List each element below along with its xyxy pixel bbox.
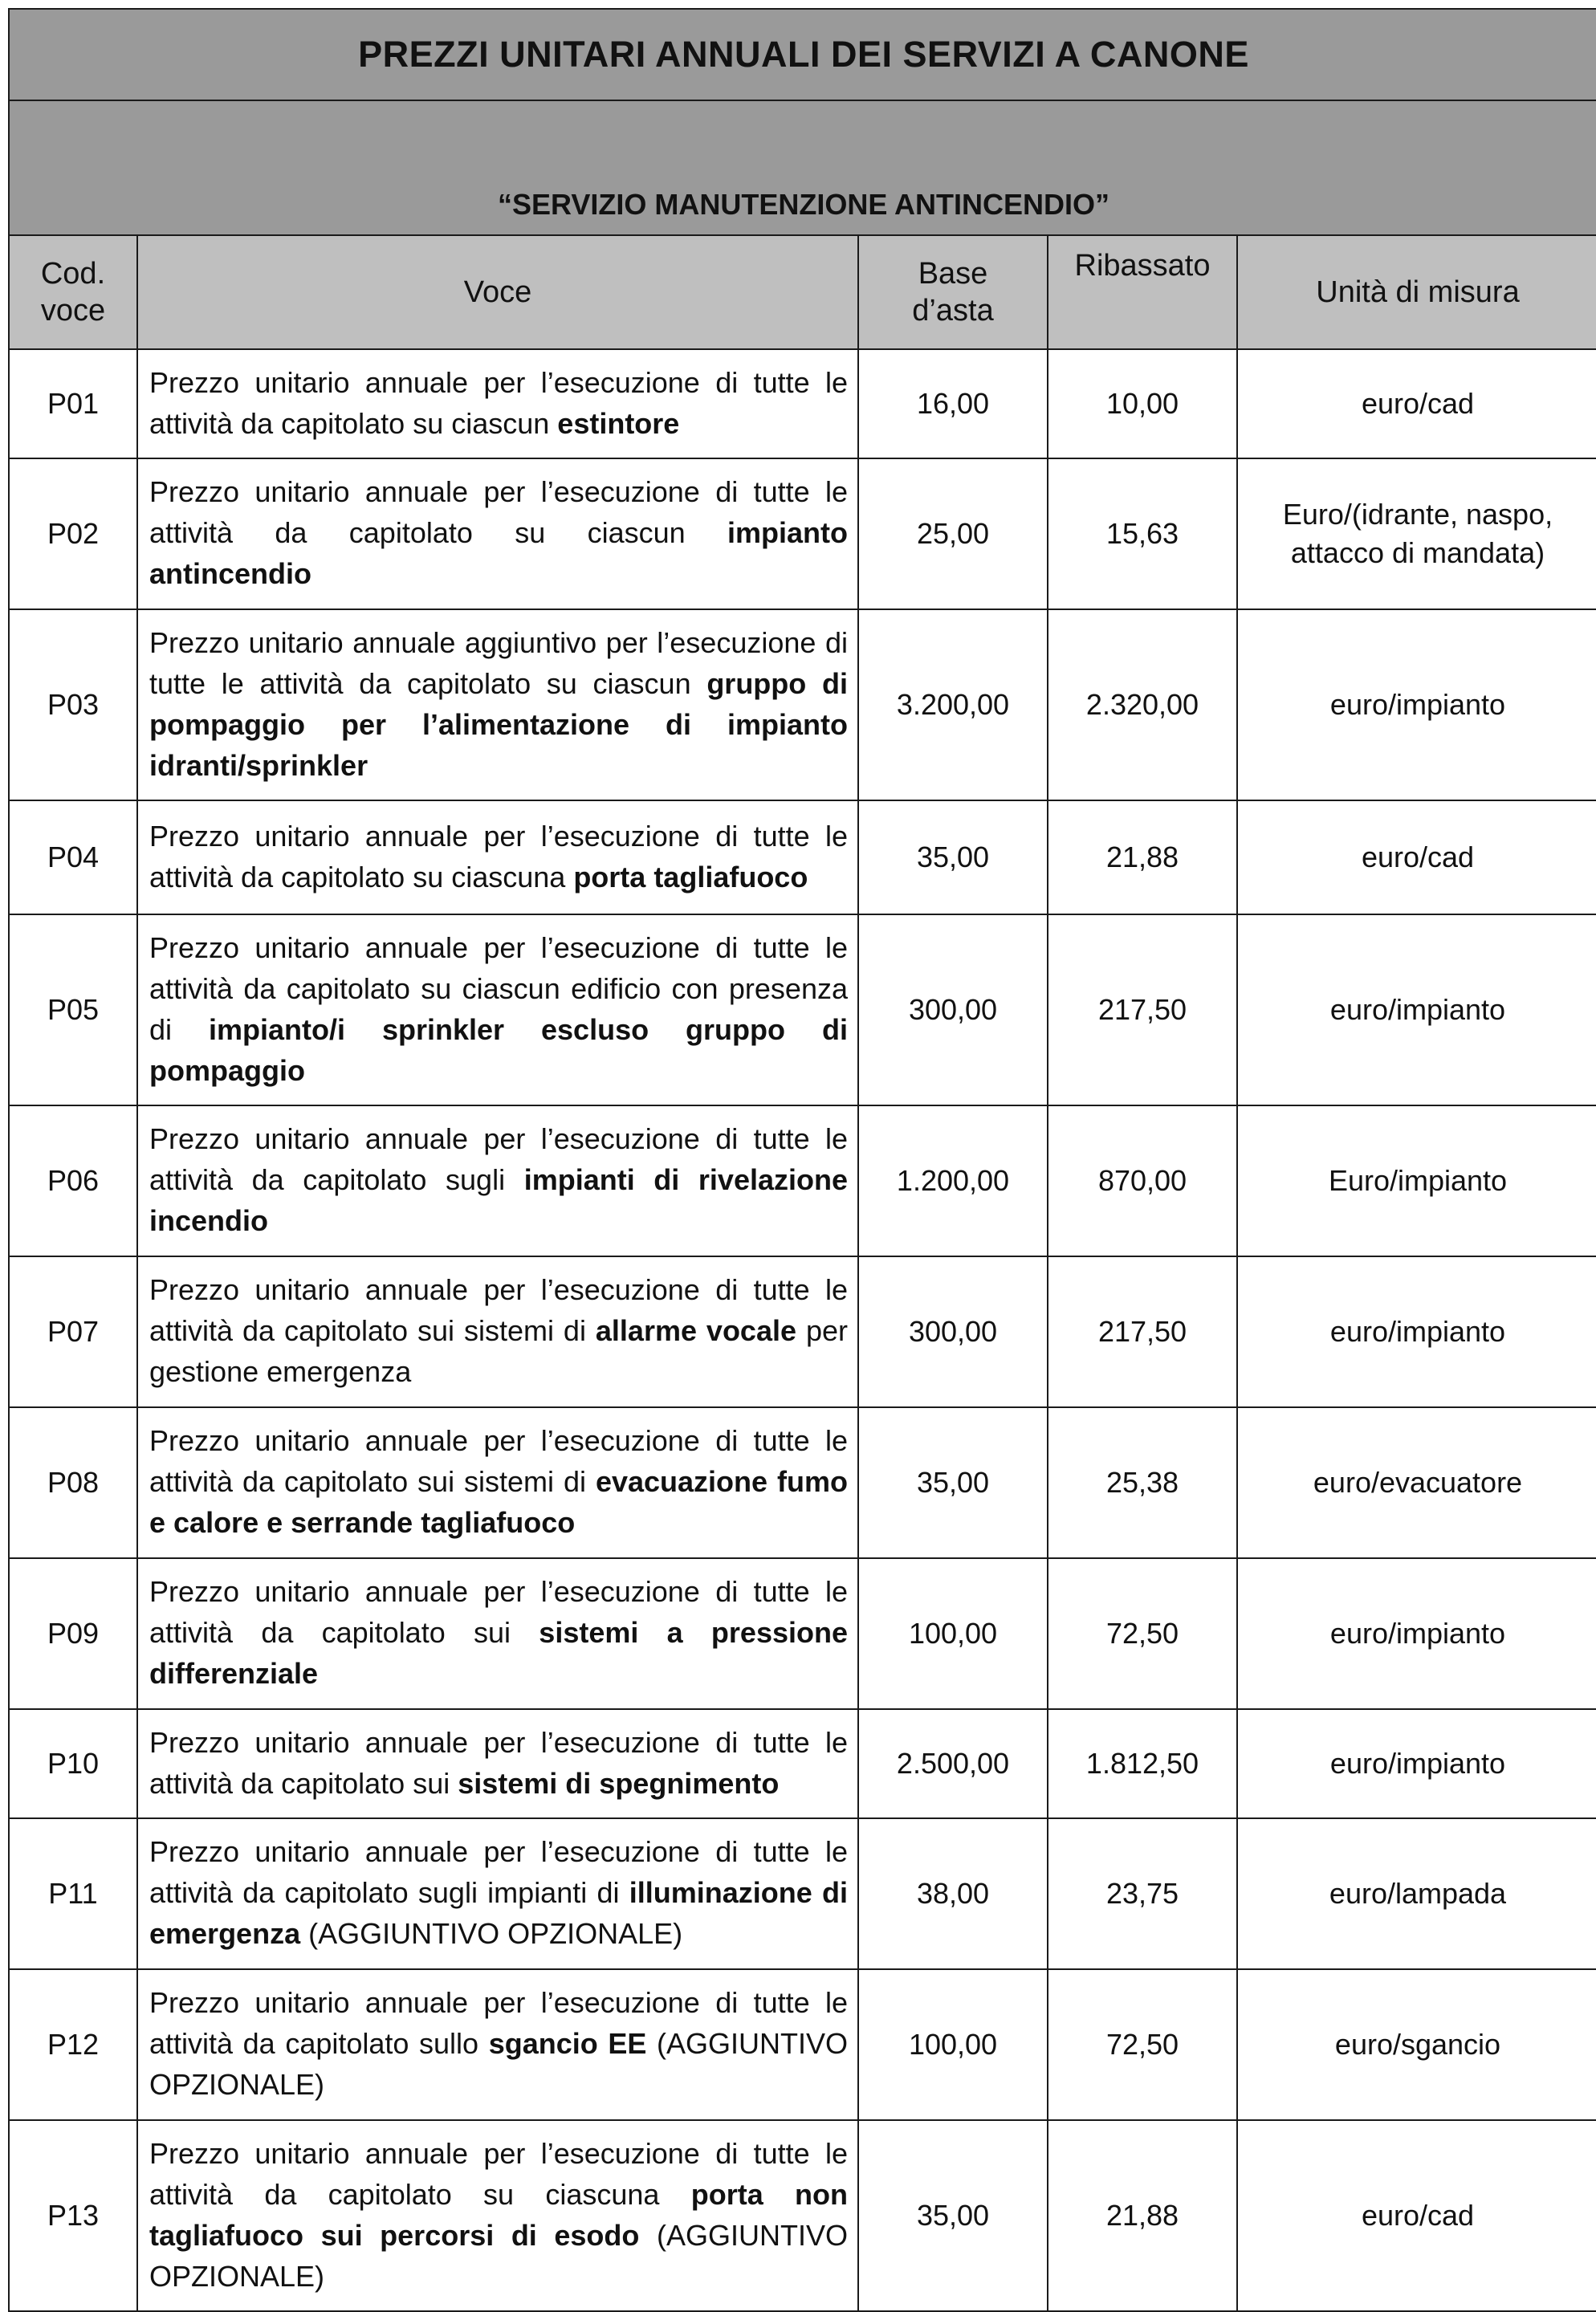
description-highlight: sgancio EE bbox=[488, 2027, 647, 2060]
row-unit: Euro/(idrante, naspo, attacco di mandata) bbox=[1237, 458, 1596, 609]
row-unit: euro/lampada bbox=[1237, 1818, 1596, 1969]
row-base-price: 35,00 bbox=[858, 2120, 1048, 2311]
row-code: P13 bbox=[9, 2120, 137, 2311]
row-unit: euro/cad bbox=[1237, 2120, 1596, 2311]
row-code: P11 bbox=[9, 1818, 137, 1969]
row-unit: euro/cad bbox=[1237, 349, 1596, 458]
description-highlight: impianto/i sprinkler escluso gruppo di pompaggio bbox=[149, 1012, 848, 1087]
row-base-price: 38,00 bbox=[858, 1818, 1048, 1969]
description-highlight: sistemi a pressione differenziale bbox=[149, 1616, 848, 1690]
table-row bbox=[9, 458, 1596, 609]
row-description bbox=[137, 458, 858, 609]
table-row bbox=[9, 1969, 1596, 2120]
row-code: P02 bbox=[9, 458, 137, 609]
row-description bbox=[137, 1558, 858, 1709]
description-text: Prezzo unitario annuale per l’esecuzione di tutte le attività da capitolato sui bbox=[149, 1575, 848, 1649]
row-discounted-price: 10,00 bbox=[1048, 349, 1237, 458]
table-row bbox=[9, 800, 1596, 914]
description-highlight: impianto antincendio bbox=[149, 516, 848, 590]
description-highlight: estintore bbox=[557, 406, 680, 440]
description-text: Prezzo unitario annuale per l’esecuzione di tutte le attività da capitolato sugli impianti di bbox=[149, 1835, 848, 1909]
row-discounted-price: 72,50 bbox=[1048, 1969, 1237, 2120]
row-base-price: 300,00 bbox=[858, 1256, 1048, 1407]
row-unit: euro/impianto bbox=[1237, 1256, 1596, 1407]
table-row bbox=[9, 609, 1596, 800]
row-code: P10 bbox=[9, 1709, 137, 1818]
row-discounted-price: 23,75 bbox=[1048, 1818, 1237, 1969]
row-base-price: 25,00 bbox=[858, 458, 1048, 609]
table-row bbox=[9, 1818, 1596, 1969]
row-unit: euro/evacuatore bbox=[1237, 1407, 1596, 1558]
row-description bbox=[137, 1407, 858, 1558]
row-description bbox=[137, 914, 858, 1105]
row-unit: Euro/impianto bbox=[1237, 1105, 1596, 1256]
description-highlight: sistemi di spegnimento bbox=[458, 1766, 780, 1800]
row-code: P07 bbox=[9, 1256, 137, 1407]
row-discounted-price: 21,88 bbox=[1048, 2120, 1237, 2311]
price-sheet bbox=[8, 8, 1596, 2312]
table-row bbox=[9, 1256, 1596, 1407]
table-row bbox=[9, 349, 1596, 458]
row-unit: euro/cad bbox=[1237, 800, 1596, 914]
row-base-price: 35,00 bbox=[858, 1407, 1048, 1558]
description-suffix: per gestione emergenza bbox=[149, 1314, 848, 1388]
description-highlight: porta tagliafuoco bbox=[573, 860, 808, 893]
description-text: Prezzo unitario annuale per l’esecuzione di tutte le attività da capitolato su ciascun edificio con presenza di bbox=[149, 930, 848, 1046]
row-discounted-price: 217,50 bbox=[1048, 914, 1237, 1105]
row-discounted-price: 25,38 bbox=[1048, 1407, 1237, 1558]
description-highlight: impianti di rivelazione incendio bbox=[149, 1163, 848, 1237]
table-row bbox=[9, 1105, 1596, 1256]
row-code: P05 bbox=[9, 914, 137, 1105]
row-unit: euro/impianto bbox=[1237, 1709, 1596, 1818]
header-unit: Unità di misura bbox=[1237, 235, 1596, 349]
row-base-price: 100,00 bbox=[858, 1969, 1048, 2120]
description-highlight: allarme vocale bbox=[595, 1314, 796, 1347]
description-text: Prezzo unitario annuale per l’esecuzione di tutte le attività da capitolato sullo bbox=[149, 1986, 848, 2060]
price-table bbox=[8, 8, 1596, 2312]
row-description bbox=[137, 1969, 858, 2120]
header-base-price: Base d’asta bbox=[858, 235, 1048, 349]
header-discounted-price: Ribassato bbox=[1048, 235, 1237, 349]
table-subtitle: “SERVIZIO MANUTENZIONE ANTINCENDIO” bbox=[9, 100, 1596, 235]
row-discounted-price: 15,63 bbox=[1048, 458, 1237, 609]
description-highlight: illuminazione di emergenza bbox=[149, 1876, 848, 1950]
description-suffix: (AGGIUNTIVO OPZIONALE) bbox=[149, 2218, 848, 2293]
row-description bbox=[137, 349, 858, 458]
table-row bbox=[9, 2120, 1596, 2311]
row-description bbox=[137, 800, 858, 914]
row-description bbox=[137, 1818, 858, 1969]
row-description bbox=[137, 1709, 858, 1818]
row-code: P06 bbox=[9, 1105, 137, 1256]
row-code: P04 bbox=[9, 800, 137, 914]
description-text: Prezzo unitario annuale per l’esecuzione di tutte le attività da capitolato sui sistemi di bbox=[149, 1424, 848, 1498]
row-description bbox=[137, 609, 858, 800]
header-row bbox=[9, 235, 1596, 349]
row-unit: euro/impianto bbox=[1237, 609, 1596, 800]
table-row bbox=[9, 914, 1596, 1105]
row-discounted-price: 2.320,00 bbox=[1048, 609, 1237, 800]
description-text: Prezzo unitario annuale per l’esecuzione di tutte le attività da capitolato su ciascuna bbox=[149, 819, 848, 893]
row-base-price: 100,00 bbox=[858, 1558, 1048, 1709]
table-title: PREZZI UNITARI ANNUALI DEI SERVIZI A CANONE bbox=[9, 9, 1596, 100]
row-code: P03 bbox=[9, 609, 137, 800]
row-description bbox=[137, 1105, 858, 1256]
row-description bbox=[137, 1256, 858, 1407]
row-code: P09 bbox=[9, 1558, 137, 1709]
row-code: P08 bbox=[9, 1407, 137, 1558]
row-base-price: 2.500,00 bbox=[858, 1709, 1048, 1818]
row-discounted-price: 217,50 bbox=[1048, 1256, 1237, 1407]
header-item: Voce bbox=[137, 235, 858, 349]
description-text: Prezzo unitario annuale aggiuntivo per l’esecuzione di tutte le attività da capitolato su ciascun bbox=[149, 625, 848, 700]
row-discounted-price: 21,88 bbox=[1048, 800, 1237, 914]
row-description bbox=[137, 2120, 858, 2311]
row-code: P01 bbox=[9, 349, 137, 458]
table-row bbox=[9, 1709, 1596, 1818]
row-unit: euro/impianto bbox=[1237, 1558, 1596, 1709]
row-base-price: 35,00 bbox=[858, 800, 1048, 914]
description-highlight: porta non tagliafuoco sui percorsi di esodo bbox=[149, 2177, 848, 2252]
row-base-price: 1.200,00 bbox=[858, 1105, 1048, 1256]
description-highlight: evacuazione fumo e calore e serrande tagliafuoco bbox=[149, 1465, 848, 1539]
description-highlight: gruppo di pompaggio per l’alimentazione di impianto idranti/sprinkler bbox=[149, 666, 848, 782]
description-suffix: (AGGIUNTIVO OPZIONALE) bbox=[149, 2027, 849, 2101]
description-text: Prezzo unitario annuale per l’esecuzione di tutte le attività da capitolato su ciascuna bbox=[149, 2136, 848, 2211]
row-base-price: 300,00 bbox=[858, 914, 1048, 1105]
table-row bbox=[9, 1407, 1596, 1558]
row-discounted-price: 1.812,50 bbox=[1048, 1709, 1237, 1818]
header-code: Cod. voce bbox=[9, 235, 137, 349]
row-base-price: 16,00 bbox=[858, 349, 1048, 458]
row-unit: euro/impianto bbox=[1237, 914, 1596, 1105]
row-unit: euro/sgancio bbox=[1237, 1969, 1596, 2120]
description-text: Prezzo unitario annuale per l’esecuzione di tutte le attività da capitolato sui sistemi di bbox=[149, 1273, 848, 1347]
row-discounted-price: 870,00 bbox=[1048, 1105, 1237, 1256]
table-row bbox=[9, 1558, 1596, 1709]
description-suffix: (AGGIUNTIVO OPZIONALE) bbox=[300, 1917, 683, 1950]
row-code: P12 bbox=[9, 1969, 137, 2120]
row-base-price: 3.200,00 bbox=[858, 609, 1048, 800]
description-text: Prezzo unitario annuale per l’esecuzione di tutte le attività da capitolato sugli bbox=[149, 1122, 848, 1196]
description-text: Prezzo unitario annuale per l’esecuzione di tutte le attività da capitolato sui bbox=[149, 1725, 848, 1800]
description-text: Prezzo unitario annuale per l’esecuzione di tutte le attività da capitolato su ciascun bbox=[149, 475, 848, 549]
row-discounted-price: 72,50 bbox=[1048, 1558, 1237, 1709]
description-text: Prezzo unitario annuale per l’esecuzione di tutte le attività da capitolato su ciascun bbox=[149, 365, 848, 440]
